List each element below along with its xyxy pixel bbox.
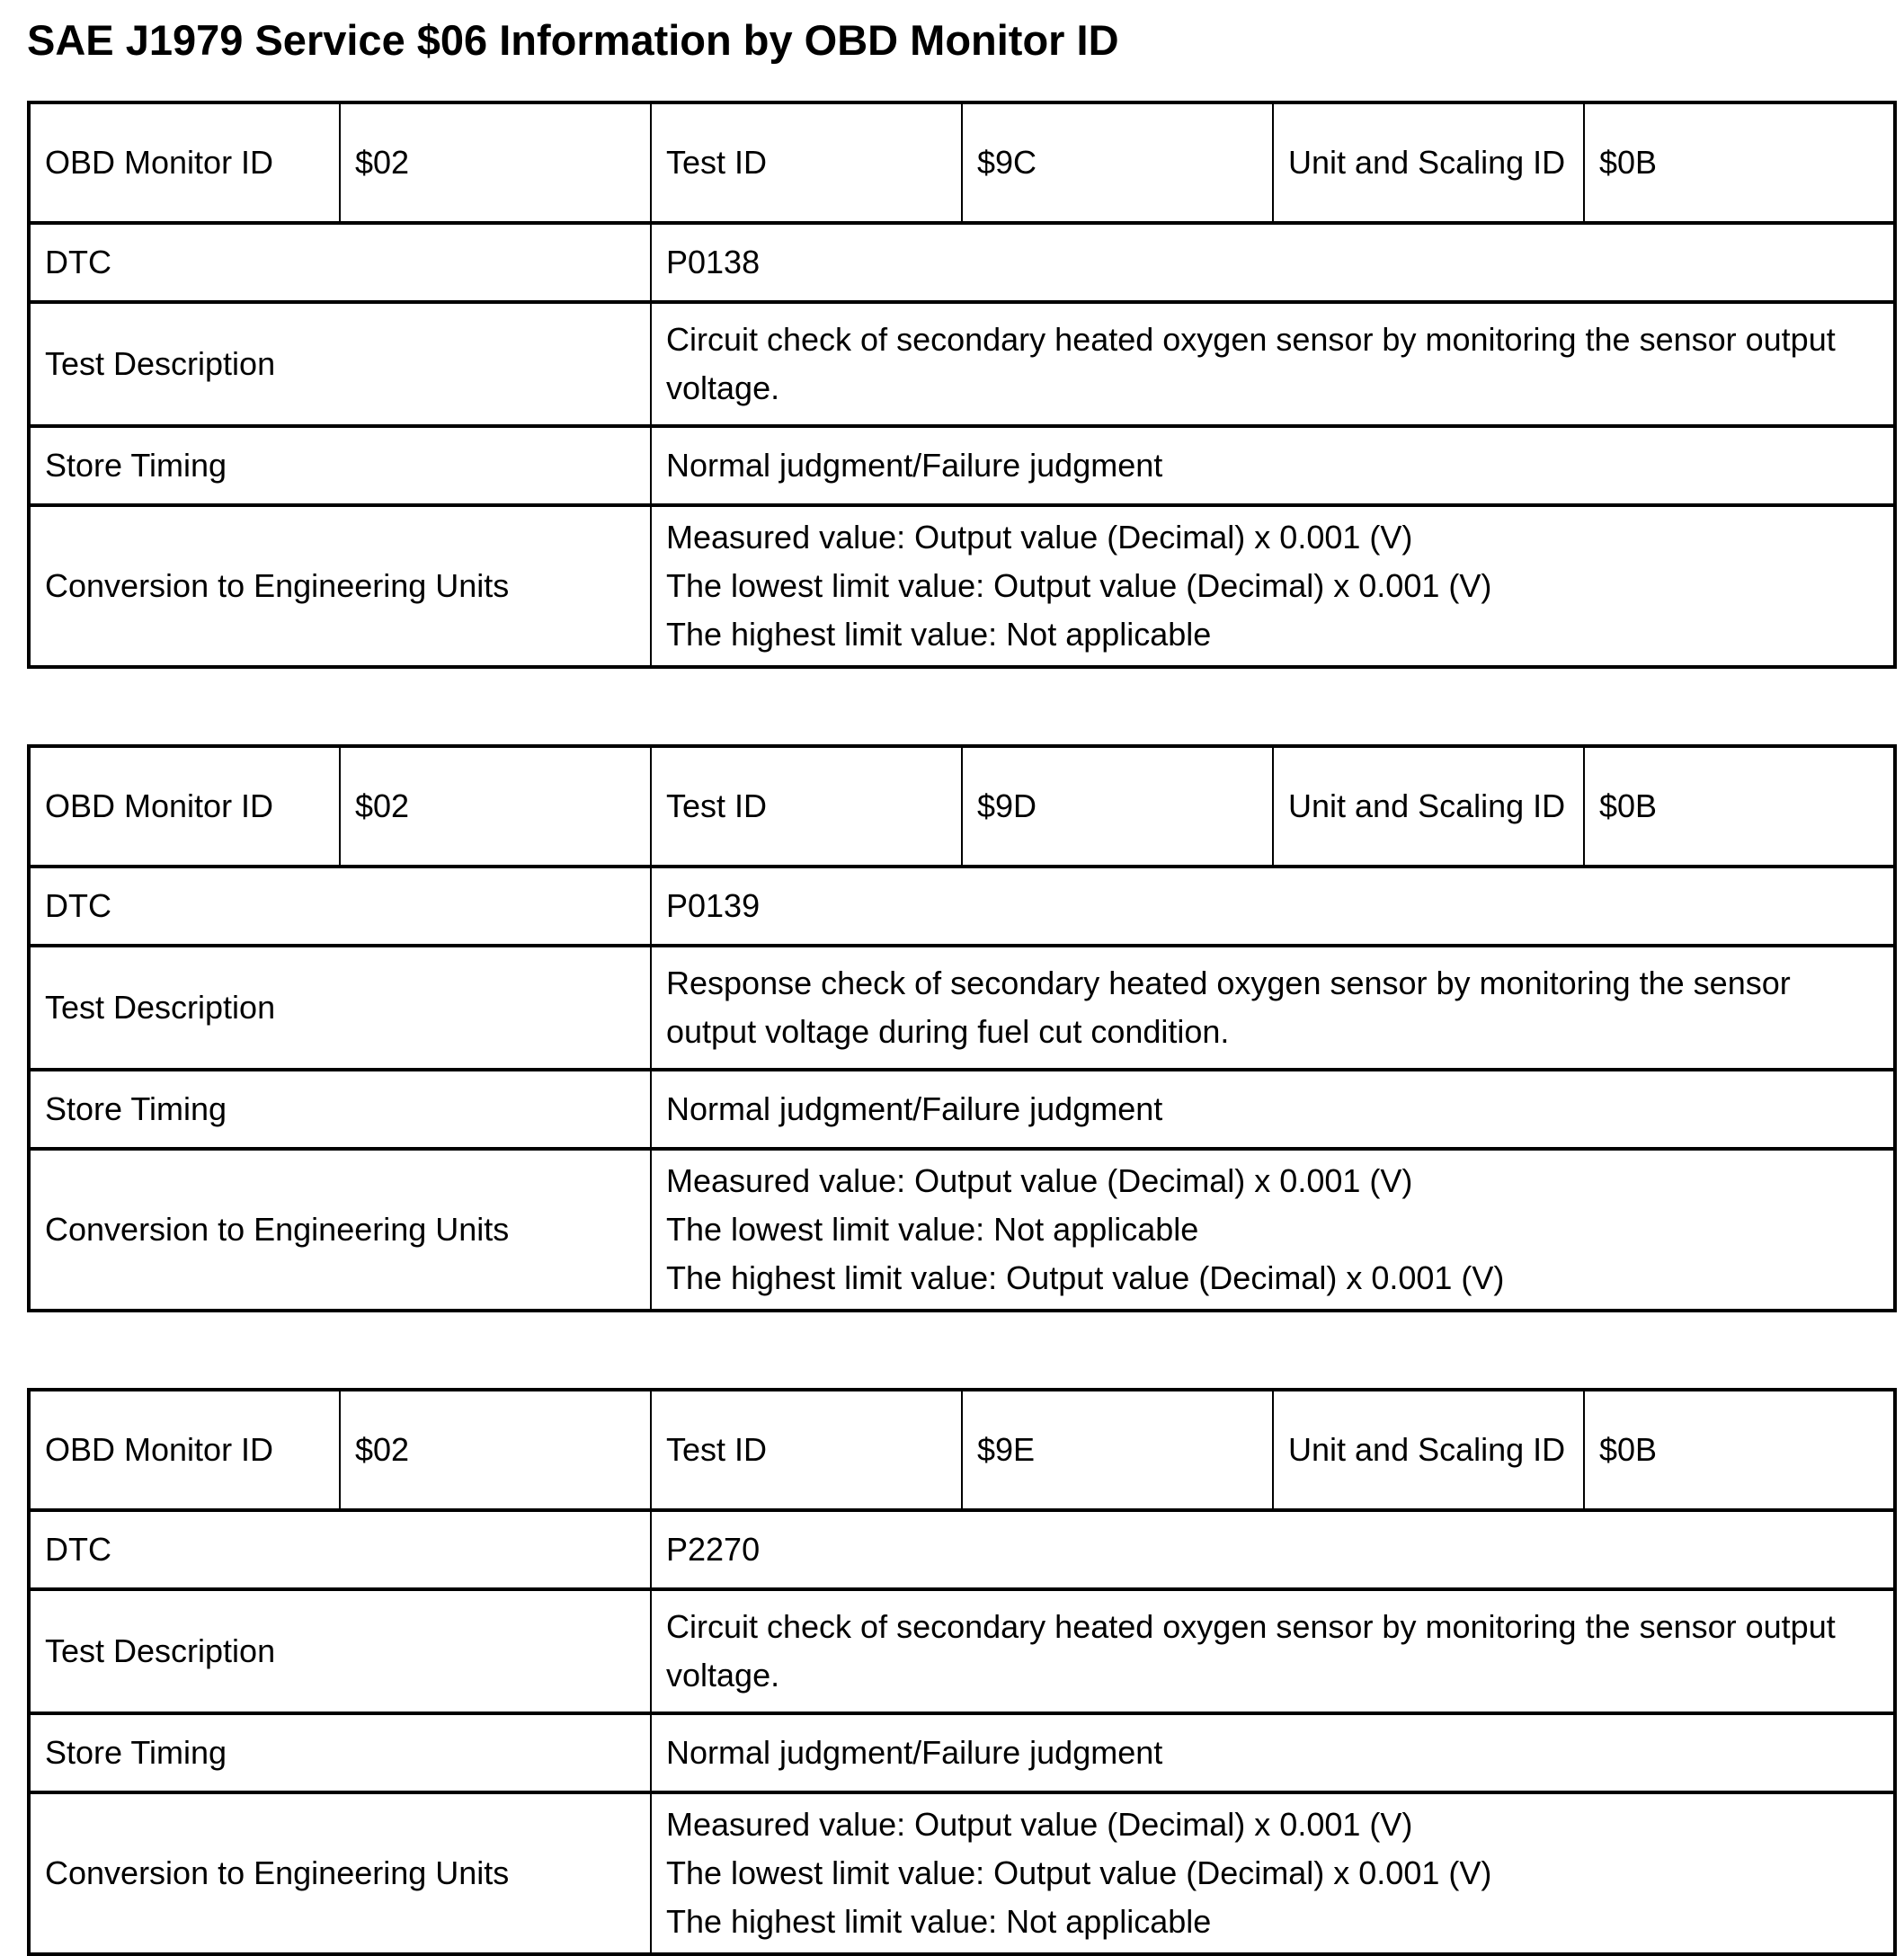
dtc-label: DTC [29,867,651,946]
dtc-label: DTC [29,223,651,302]
obd-monitor-id-label: OBD Monitor ID [29,1390,340,1510]
obd-monitor-id-label: OBD Monitor ID [29,102,340,223]
store-timing-value: Normal judgment/Failure judgment [651,1070,1895,1149]
table-row [29,1070,1895,1149]
obd-monitor-table-9c [27,101,1897,669]
table-row [29,1792,1895,1954]
conversion-measured-value: Measured value: Output value (Decimal) x 0.001 (V) [666,1162,1413,1200]
obd-monitor-table-9e [27,1388,1897,1956]
store-timing-label: Store Timing [29,1070,651,1149]
test-description-label: Test Description [29,1589,651,1713]
table-row [29,1149,1895,1311]
test-description-text: Circuit check of secondary heated oxygen sensor by monitoring the sensor output voltage. [666,321,1836,407]
store-timing-label: Store Timing [29,1713,651,1792]
unit-scaling-id-value: $0B [1584,102,1895,223]
table-row [29,1589,1895,1713]
test-id-label: Test ID [651,746,962,867]
table-row [29,223,1895,302]
conversion-lowest-limit: The lowest limit value: Not applicable [666,1211,1199,1249]
dtc-value: P0138 [651,223,1895,302]
test-description-value [651,302,1895,426]
table-row [29,505,1895,667]
unit-scaling-id-label: Unit and Scaling ID [1273,746,1584,867]
dtc-label: DTC [29,1510,651,1589]
obd-monitor-table-9d [27,744,1897,1312]
test-description-text: Circuit check of secondary heated oxygen sensor by monitoring the sensor output voltage. [666,1608,1836,1694]
unit-scaling-id-label: Unit and Scaling ID [1273,1390,1584,1510]
test-description-label: Test Description [29,946,651,1070]
obd-monitor-id-value: $02 [340,1390,651,1510]
obd-monitor-id-value: $02 [340,102,651,223]
store-timing-value: Normal judgment/Failure judgment [651,1713,1895,1792]
conversion-lowest-limit: The lowest limit value: Output value (Decimal) x 0.001 (V) [666,1854,1492,1892]
test-description-label: Test Description [29,302,651,426]
conversion-label: Conversion to Engineering Units [29,1792,651,1954]
store-timing-value: Normal judgment/Failure judgment [651,426,1895,505]
test-description-value [651,1589,1895,1713]
test-description-value [651,946,1895,1070]
conversion-highest-limit: The highest limit value: Not applicable [666,1903,1212,1941]
test-description-text: Response check of secondary heated oxygen sensor by monitoring the sensor output voltage during fuel cut condition. [666,965,1791,1051]
test-id-label: Test ID [651,1390,962,1510]
table-row [29,746,1895,867]
conversion-highest-limit: The highest limit value: Output value (Decimal) x 0.001 (V) [666,1259,1505,1297]
conversion-value [651,1149,1895,1311]
obd-monitor-id-label: OBD Monitor ID [29,746,340,867]
unit-scaling-id-label: Unit and Scaling ID [1273,102,1584,223]
page-title: SAE J1979 Service $06 Information by OBD Monitor ID [27,16,1119,64]
table-row [29,426,1895,505]
test-id-value: $9E [962,1390,1273,1510]
conversion-label: Conversion to Engineering Units [29,1149,651,1311]
table-row [29,1510,1895,1589]
unit-scaling-id-value: $0B [1584,1390,1895,1510]
conversion-measured-value: Measured value: Output value (Decimal) x 0.001 (V) [666,1806,1413,1844]
store-timing-label: Store Timing [29,426,651,505]
dtc-value: P0139 [651,867,1895,946]
unit-scaling-id-value: $0B [1584,746,1895,867]
conversion-highest-limit: The highest limit value: Not applicable [666,616,1212,653]
conversion-value [651,505,1895,667]
obd-monitor-id-value: $02 [340,746,651,867]
dtc-value: P2270 [651,1510,1895,1589]
conversion-label: Conversion to Engineering Units [29,505,651,667]
test-id-value: $9C [962,102,1273,223]
conversion-lowest-limit: The lowest limit value: Output value (Decimal) x 0.001 (V) [666,567,1492,605]
test-id-value: $9D [962,746,1273,867]
conversion-value [651,1792,1895,1954]
test-id-label: Test ID [651,102,962,223]
table-row [29,102,1895,223]
table-row [29,946,1895,1070]
table-row [29,1390,1895,1510]
conversion-measured-value: Measured value: Output value (Decimal) x 0.001 (V) [666,519,1413,556]
table-row [29,867,1895,946]
table-row [29,302,1895,426]
table-row [29,1713,1895,1792]
